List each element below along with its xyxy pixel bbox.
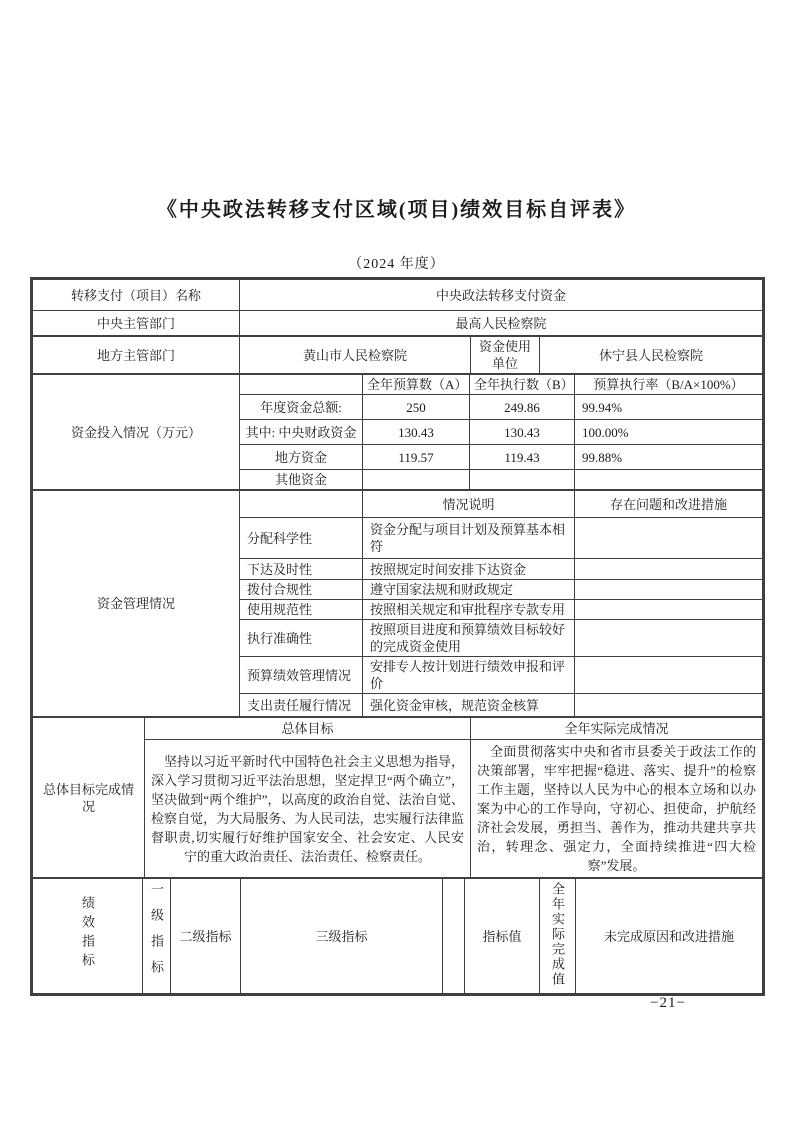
fund-management-section-label: 资金管理情况	[33, 491, 240, 717]
overall-goal-table	[32, 717, 763, 878]
fund-user-value: 休宁县人民检察院	[540, 337, 763, 374]
compliance-description: 遵守国家法规和财政规定	[363, 580, 575, 600]
self-evaluation-table	[30, 277, 765, 996]
table-row	[33, 879, 763, 994]
value-header: 指标值	[465, 879, 540, 994]
overall-goal-text: 坚持以习近平新时代中国特色社会主义思想为指导，深入学习贯彻习近平法治思想，坚定捍卫“两个确立”，坚决做到“两个维护”，以高度的政治自觉、法治自觉、检察自觉，为大局服务、为人民司法，忠实履行法律监督职责,切实履行好维护国家安全、社会安定、人民安宁的重大政治责任、法治责任、检察责任。	[151, 753, 464, 864]
compliance-label: 拨付合规性	[240, 580, 363, 600]
expenditure-duty-description: 强化资金审核，规范资金核算	[363, 694, 575, 717]
central-department-label: 中央主管部门	[33, 311, 240, 336]
budget-column-header: 全年预算数（A）	[363, 375, 470, 395]
timeliness-label: 下达及时性	[240, 559, 363, 580]
overall-goal-section-label: 总体目标完成情况	[33, 718, 145, 878]
level1-header: 一级指标	[149, 882, 164, 986]
fund-management-table	[32, 490, 763, 717]
fund-input-table	[32, 374, 763, 490]
timeliness-issues	[575, 559, 763, 580]
other-fund-budget	[363, 470, 470, 490]
local-department-table	[32, 336, 763, 374]
other-fund-rate	[575, 470, 763, 490]
actual-header-cell	[540, 879, 576, 994]
allocation-science-issues	[575, 518, 763, 559]
level2-header: 二级指标	[171, 879, 241, 994]
local-fund-rate: 99.88%	[575, 445, 763, 470]
table-row	[33, 375, 763, 395]
table-row	[33, 337, 763, 374]
central-fund-label: 其中: 中央财政资金	[240, 420, 363, 445]
usage-standard-label: 使用规范性	[240, 600, 363, 620]
performance-section-label: 绩效指标	[80, 896, 95, 972]
fund-input-section-label: 资金投入情况（万元）	[33, 375, 240, 490]
performance-management-label: 预算绩效管理情况	[240, 657, 363, 694]
completion-text-cell	[471, 740, 763, 878]
transfer-name-label: 转移支付（项目）名称	[33, 280, 240, 311]
basic-info-table	[32, 279, 763, 336]
central-fund-executed: 130.43	[470, 420, 575, 445]
actual-header: 全年实际完成值	[550, 881, 565, 987]
narrow-blank-cell	[443, 879, 465, 994]
other-fund-label: 其他资金	[240, 470, 363, 490]
central-fund-rate: 100.00%	[575, 420, 763, 445]
page-number: −21−	[650, 995, 686, 1011]
issues-column-header: 存在问题和改进措施	[575, 491, 763, 518]
total-fund-rate: 99.94%	[575, 395, 763, 420]
compliance-issues	[575, 580, 763, 600]
table-row	[33, 280, 763, 311]
table-row	[33, 311, 763, 336]
executed-column-header: 全年执行数（B）	[470, 375, 575, 395]
local-department-value: 黄山市人民检察院	[240, 337, 471, 374]
performance-indicators-table	[32, 878, 763, 994]
reason-header: 未完成原因和改进措施	[576, 879, 763, 994]
total-fund-budget: 250	[363, 395, 470, 420]
fund-management-blank-header	[240, 491, 363, 518]
timeliness-description: 按照规定时间安排下达资金	[363, 559, 575, 580]
completion-text: 全面贯彻落实中央和省市县委关于政法工作的决策部署，牢牢把握“稳进、落实、提升”的检察工作主题，坚持以人民为中心的根本立场和以办案为中心的工作导向，守初心、担使命，护航经济社会发展，勇担当、善作为，推动共建共享共治，转理念、强定力，全面持续推进“四大检察”发展。	[477, 744, 756, 873]
level3-header: 三级指标	[241, 879, 443, 994]
execution-accuracy-issues	[575, 620, 763, 657]
usage-standard-description: 按照相关规定和审批程序专款专用	[363, 600, 575, 620]
description-column-header: 情况说明	[363, 491, 575, 518]
allocation-science-label: 分配科学性	[240, 518, 363, 559]
central-department-value: 最高人民检察院	[240, 311, 763, 336]
performance-section-label-cell	[33, 879, 143, 994]
local-department-label: 地方主管部门	[33, 337, 240, 374]
overall-goal-text-cell	[145, 740, 471, 878]
expenditure-duty-issues	[575, 694, 763, 717]
table-row	[33, 718, 763, 740]
performance-management-description: 安排专人按计划进行绩效申报和评价	[363, 657, 575, 694]
expenditure-duty-label: 支出责任履行情况	[240, 694, 363, 717]
performance-management-issues	[575, 657, 763, 694]
local-fund-budget: 119.57	[363, 445, 470, 470]
other-fund-executed	[470, 470, 575, 490]
execution-accuracy-description: 按照项目进度和预算绩效目标较好的完成资金使用	[363, 620, 575, 657]
allocation-science-description: 资金分配与项目计划及预算基本相符	[363, 518, 575, 559]
transfer-name-value: 中央政法转移支付资金	[240, 280, 763, 311]
table-row	[33, 491, 763, 518]
document-title: 《中央政法转移支付区域(项目)绩效目标自评表》	[156, 199, 637, 221]
central-fund-budget: 130.43	[363, 420, 470, 445]
goal-column-header: 总体目标	[145, 718, 471, 740]
total-fund-executed: 249.86	[470, 395, 575, 420]
total-fund-label: 年度资金总额:	[240, 395, 363, 420]
usage-standard-issues	[575, 600, 763, 620]
local-fund-label: 地方资金	[240, 445, 363, 470]
local-fund-executed: 119.43	[470, 445, 575, 470]
level1-header-cell	[143, 879, 171, 994]
execution-accuracy-label: 执行准确性	[240, 620, 363, 657]
fund-user-label: 资金使用单位	[471, 337, 540, 374]
fund-input-blank-header	[240, 375, 363, 395]
document-year-label: （2024 年度）	[348, 257, 445, 272]
rate-column-header: 预算执行率（B/A×100%）	[575, 375, 763, 395]
completion-column-header: 全年实际完成情况	[471, 718, 763, 740]
